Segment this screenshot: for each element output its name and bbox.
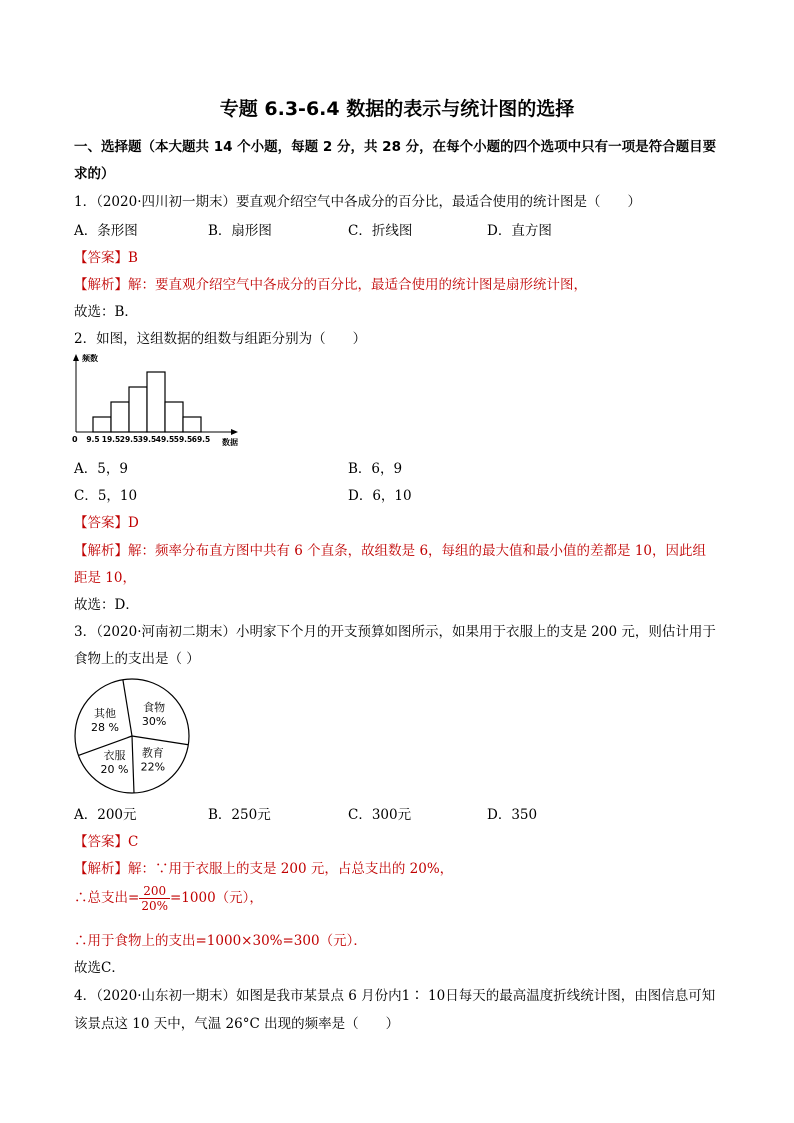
pie-slice-percent: 28 %: [90, 721, 119, 735]
histogram-tick-label: 69.5: [191, 435, 211, 444]
q2-answer-value: D: [128, 515, 139, 531]
q3-stem-line1: 3．（2020·河南初二期末）小明家下个月的开支预算如图所示，如果用于衣服上的支是 200 元，则估计用于: [74, 624, 716, 640]
q1-option-d: D．直方图: [487, 223, 552, 239]
pie-slice-percent: 22%: [140, 760, 166, 774]
q2-answer: [74, 511, 139, 531]
histogram-tick-label: 49.5: [155, 435, 175, 444]
q3-conclusion: 故选C．: [74, 960, 125, 976]
q3-stem-line2: 食物上的支出是（ ）: [74, 651, 200, 667]
hist-ylabel: 频数: [82, 354, 98, 363]
q3-pie-chart: [70, 677, 194, 795]
histogram-bar: [129, 387, 147, 432]
histogram-tick-label: 29.5: [119, 435, 139, 444]
hist-origin: 0: [72, 435, 78, 444]
section-heading-line1: 一、选择题（本大题共 14 个小题，每题 2 分，共 28 分，在每个小题的四个选项中只有一项是符合题目要: [74, 139, 717, 155]
q3-step2: [74, 884, 263, 913]
q1-answer: [74, 246, 138, 266]
q1-stem: 1．（2020·四川初一期末）要直观介绍空气中各成分的百分比，最适合使用的统计图是（ ）: [74, 194, 641, 210]
histogram-bar: [183, 417, 201, 432]
pie-slice-name: 衣服: [103, 748, 126, 762]
histogram-tick-label: 59.5: [173, 435, 193, 444]
analysis-label: 【解析】: [74, 277, 128, 293]
answer-label: 【答案】: [74, 250, 128, 266]
q2-option-a: A．5，9: [74, 461, 128, 477]
q3-analysis-text: 解：∵用于衣服上的支是 200 元，占总支出的 20%，: [128, 861, 454, 877]
section-heading-line2: 求的）: [74, 166, 115, 182]
hist-x-arrow: [231, 429, 238, 435]
q3-fraction: [139, 884, 170, 913]
analysis-label: 【解析】: [74, 543, 128, 559]
q2-option-c: C．5，10: [74, 488, 138, 504]
q3-step3: ∴用于食物上的支出=1000×30%=300（元）．: [74, 933, 367, 949]
histogram-bar: [147, 372, 165, 432]
q1-option-c: C．折线图: [348, 223, 413, 239]
q3-answer: [74, 830, 138, 850]
q3-answer-value: C: [128, 834, 139, 850]
q2-analysis-line1: [74, 539, 706, 559]
q3-step2-prefix: ∴总支出=: [74, 890, 140, 906]
q1-analysis-text: 解：要直观介绍空气中各成分的百分比，最适合使用的统计图是扇形统计图，: [128, 277, 587, 293]
histogram-tick-label: 39.5: [137, 435, 157, 444]
q1-conclusion-text: 故选：B．: [74, 304, 138, 320]
hist-y-arrow: [73, 354, 79, 361]
q1-answer-value: B: [128, 250, 138, 266]
q2-option-b: B．6，9: [348, 461, 403, 477]
q3-analysis: [74, 857, 453, 877]
histogram-tick-label: 9.5: [86, 435, 100, 444]
q1-option-b: B．扇形图: [208, 223, 272, 239]
q4-stem-line2: 该景点这 10 天中，气温 26°C 出现的频率是（ ）: [74, 1016, 400, 1032]
histogram-bar: [111, 402, 129, 432]
pie-slice-name: 教育: [141, 746, 164, 760]
q1-conclusion: [74, 300, 138, 320]
histogram-tick-label: 19.5: [101, 435, 121, 444]
answer-label: 【答案】: [74, 834, 128, 850]
analysis-label: 【解析】: [74, 861, 128, 877]
q2-analysis-text: 解：频率分布直方图中共有 6 个直条，故组数是 6，每组的最大值和最小值的差都是 10，因此组: [128, 543, 707, 559]
q3-option-d: D．350: [487, 807, 538, 823]
pie-slice-percent: 30%: [141, 714, 167, 728]
q3-fraction-denominator: 20%: [141, 899, 168, 913]
histogram-bar: [93, 417, 111, 432]
q2-conclusion: 故选：D．: [74, 597, 139, 613]
hist-xlabel: 数据: [222, 438, 238, 447]
pie-slice-name: 食物: [143, 700, 166, 714]
q2-analysis-line2: 距是 10，: [74, 570, 136, 586]
answer-label: 【答案】: [74, 515, 128, 531]
page-title: 专题 6.3-6.4 数据的表示与统计图的选择: [219, 98, 575, 120]
pie-slice-name: 其他: [93, 707, 116, 721]
q3-step2-suffix: =1000（元），: [169, 890, 263, 906]
pie-slice-percent: 20 %: [100, 762, 129, 776]
q3-option-b: B．250元: [208, 807, 271, 823]
q2-stem: 2．如图，这组数据的组数与组距分别为（ ）: [74, 331, 367, 347]
histogram-bar: [165, 402, 183, 432]
q3-option-a: A．200元: [74, 807, 137, 823]
q3-option-c: C．300元: [348, 807, 412, 823]
q3-fraction-numerator: 200: [139, 884, 170, 899]
q1-analysis: [74, 273, 587, 293]
q4-stem-line1: 4．（2020·山东初一期末）如图是我市某景点 6 月份内1∶ 10日每天的最高温度折线统计图，由图信息可知: [74, 988, 716, 1004]
q1-option-a: A．条形图: [74, 223, 138, 239]
q2-histogram: [68, 352, 248, 448]
q2-option-d: D．6，10: [348, 488, 412, 504]
